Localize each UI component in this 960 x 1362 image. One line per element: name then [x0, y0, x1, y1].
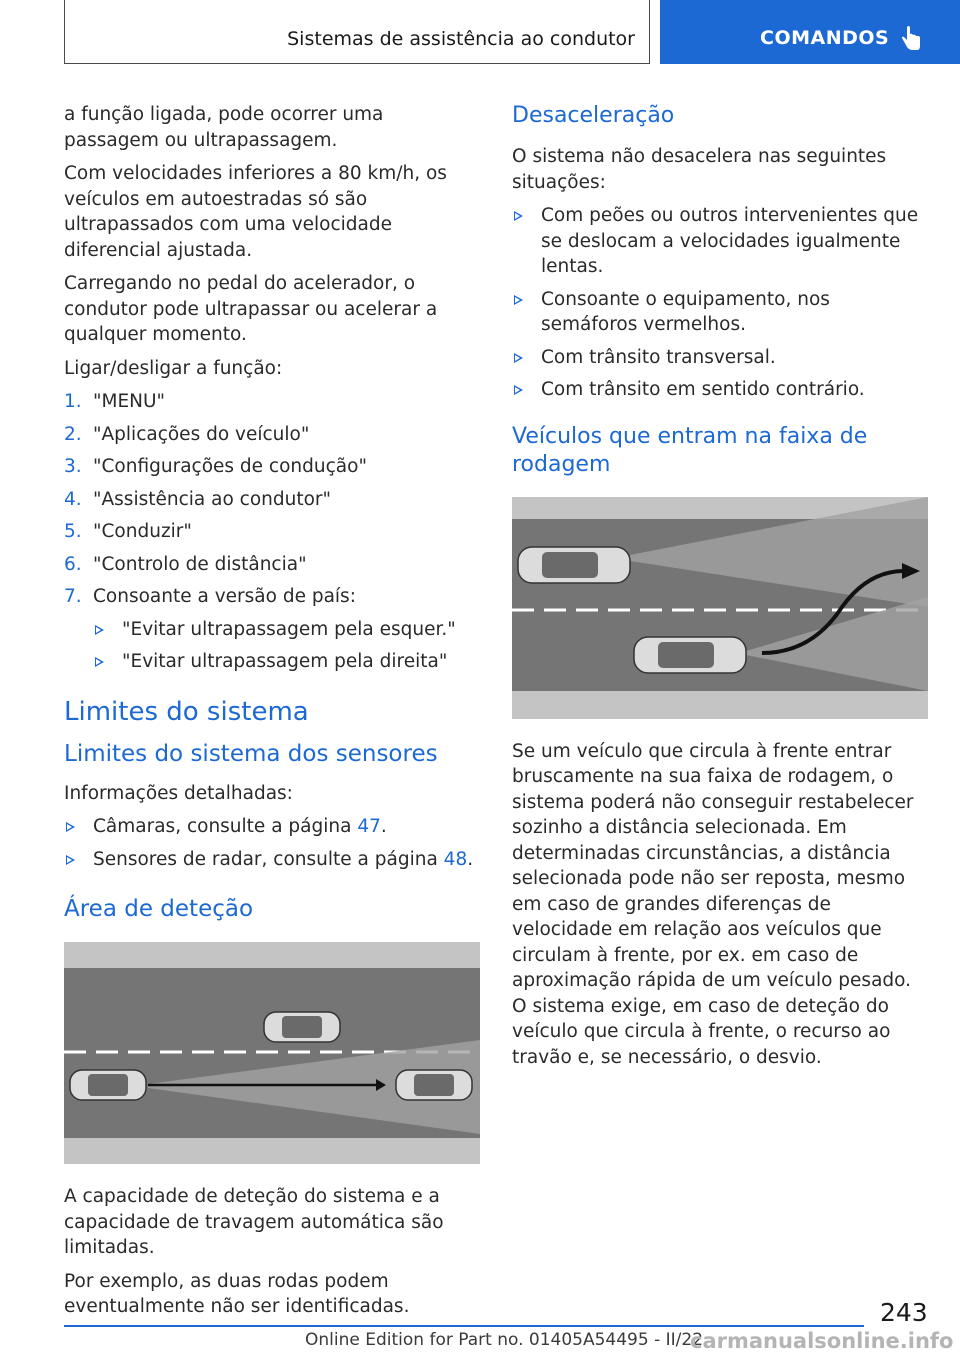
heading-system-limits: Limites do sistema	[64, 696, 309, 727]
bullet-text: "Evitar ultrapassagem pela direita"	[122, 651, 448, 672]
paragraph-detection-capacity: A capacidade de deteção do sistema e a capacidade de travagem automática são limitadas.	[64, 1186, 444, 1258]
bullet-triangle-icon	[514, 295, 523, 305]
heading-vehicles-entering: Veículos que entram na faixa de rodagem	[512, 423, 868, 477]
page-link-48[interactable]: 48	[443, 848, 468, 870]
step-text: "Controlo de distância"	[93, 553, 307, 575]
step-item	[64, 584, 480, 610]
reference-text: Câmaras, consulte a página	[93, 816, 352, 837]
step-number: 6.	[64, 553, 82, 575]
watermark-text: carmanualsonline.info	[690, 1329, 954, 1353]
step-text: "Aplicações do veículo"	[93, 423, 310, 445]
step-item	[64, 422, 480, 448]
page-number: 243	[880, 1298, 928, 1327]
sub-bullet-item	[93, 617, 480, 643]
chapter-label: COMANDOS	[760, 27, 890, 49]
sub-bullet-item	[93, 649, 480, 675]
step-item	[64, 519, 480, 545]
car-icon	[518, 547, 630, 583]
step-item	[64, 454, 480, 480]
bullet-text: Com trânsito em sentido contrário.	[541, 379, 865, 400]
paragraph-decel-intro: O sistema não desacelera nas seguintes situações:	[512, 146, 887, 193]
reference-item: Câmaras, consulte a página 47.	[64, 814, 480, 840]
bullet-triangle-icon	[514, 211, 523, 221]
detection-area-illustration	[64, 942, 480, 1164]
bullet-item	[512, 203, 928, 280]
heading-deceleration: Desaceleração	[512, 103, 675, 128]
step-number: 1.	[64, 391, 82, 412]
left-column	[64, 102, 480, 1328]
paragraph-toggle: Ligar/desligar a função:	[64, 357, 283, 379]
bullet-triangle-icon	[66, 822, 75, 832]
step-number: 2.	[64, 423, 82, 445]
car-icon	[70, 1070, 146, 1100]
bullet-item	[512, 287, 928, 338]
step-number: 5.	[64, 521, 82, 542]
paragraph-two-wheelers: Por exemplo, as duas rodas podem eventualmente não ser identificadas.	[64, 1270, 410, 1317]
reference-text: Sensores de radar, consulte a página	[93, 848, 438, 870]
paragraph-accelerator: Carregando no pedal do acelerador, o condutor pode ultrapassar ou acelerar a qualquer momento.	[64, 273, 438, 345]
heading-sensor-limits: Limites do sistema dos sensores	[64, 740, 438, 767]
step-text: "MENU"	[93, 391, 166, 412]
step-number: 3.	[64, 456, 82, 477]
paragraph-cut-in: Se um veículo que circula à frente entrar bruscamente na sua faixa de rodagem, o sistema poderá não conseguir restabelecer sozinho a distância selecionada. Em determinadas circunstâncias, a distância selecionada pode não ser reposta, mesmo em caso de grandes diferenças de velocidade em relação aos veículos que circulam à frente, por ex. em caso de aproximação rápida de um veículo pesado. O sistema exige, em caso de deteção do veículo que circula à frente, o recurso ao travão e, se necessário, o desvio.	[512, 740, 914, 1068]
heading-detection-area: Área de deteção	[64, 896, 254, 922]
car-icon	[396, 1070, 472, 1100]
chapter-tab	[660, 0, 960, 64]
step-item	[64, 552, 480, 578]
bullet-text: Com peões ou outros intervenientes que se deslocam a velocidades igualmente lentas.	[541, 205, 919, 277]
step-item	[64, 389, 480, 415]
bullet-triangle-icon	[95, 657, 104, 667]
step-text: Consoante a versão de país:	[93, 586, 356, 607]
bullet-item	[512, 345, 928, 371]
bullet-triangle-icon	[514, 385, 523, 395]
bullet-triangle-icon	[95, 625, 104, 635]
footer-divider	[64, 1325, 864, 1327]
bullet-text: "Evitar ultrapassagem pela esquer."	[122, 618, 456, 640]
section-title: Sistemas de assistência ao condutor	[287, 28, 635, 50]
bullet-text: Com trânsito transversal.	[541, 346, 776, 368]
bullet-triangle-icon	[66, 855, 75, 865]
step-number: 7.	[64, 586, 82, 607]
car-icon	[634, 637, 746, 673]
step-text: "Configurações de condução"	[93, 456, 367, 477]
cut-in-illustration	[512, 497, 928, 719]
page-link-47[interactable]: 47	[357, 816, 381, 837]
step-number: 4.	[64, 488, 82, 510]
steps-list	[64, 389, 480, 675]
step-text: "Conduzir"	[93, 521, 192, 542]
right-column	[512, 102, 928, 1078]
paragraph-details: Informações detalhadas:	[64, 782, 293, 804]
hand-pointer-icon	[900, 26, 922, 52]
reference-item: Sensores de radar, consulte a página 48.	[64, 847, 480, 873]
step-item	[64, 487, 480, 513]
edition-note: Online Edition for Part no. 01405A54495 - II/22	[305, 1330, 704, 1350]
header-section-tab	[64, 0, 650, 64]
bullet-item	[512, 377, 928, 403]
paragraph-speed: Com velocidades inferiores a 80 km/h, os veículos em autoestradas só são ultrapassados com uma velocidade diferencial ajustada.	[64, 163, 447, 261]
bullet-triangle-icon	[514, 353, 523, 363]
bullet-text: Consoante o equipamento, nos semáforos vermelhos.	[541, 288, 830, 335]
paragraph-overtake: a função ligada, pode ocorrer uma passagem ou ultrapassagem.	[64, 104, 384, 151]
car-icon	[264, 1012, 340, 1042]
step-text: "Assistência ao condutor"	[93, 488, 332, 510]
